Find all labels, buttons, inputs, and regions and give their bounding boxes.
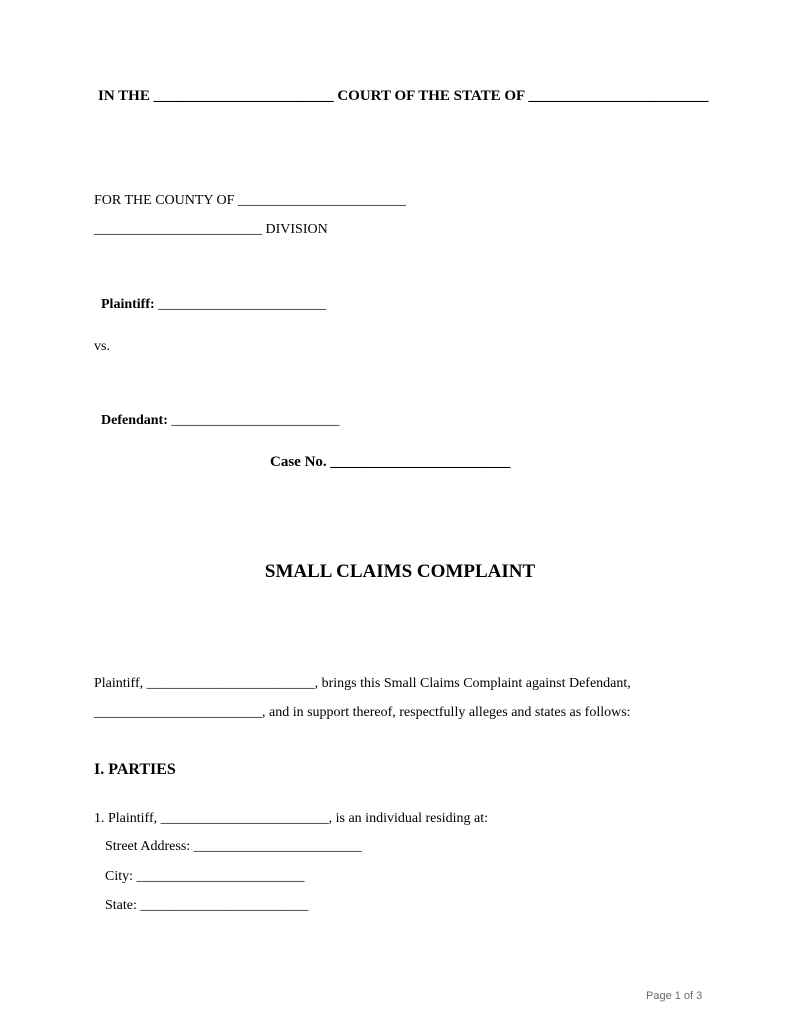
county-line: FOR THE COUNTY OF ________________________	[94, 193, 406, 208]
plaintiff-caption	[94, 281, 326, 313]
plaintiff-blank: ________________________	[154, 297, 327, 312]
page-number: Page 1 of 3	[646, 990, 703, 1002]
item-1-plaintiff: 1. Plaintiff, ________________________, is an individual residing at:	[94, 811, 489, 826]
defendant-caption	[94, 397, 339, 429]
intro-line-1: Plaintiff, ________________________, brings this Small Claims Complaint against Defendant,	[94, 676, 631, 691]
defendant-label: Defendant:	[101, 413, 168, 428]
street-address-field: Street Address: ________________________	[105, 839, 362, 854]
plaintiff-label: Plaintiff:	[101, 297, 155, 312]
court-heading: IN THE ________________________ COURT OF THE STATE OF ________________________	[98, 88, 709, 104]
division-line: ________________________ DIVISION	[94, 222, 328, 237]
state-field: State: ________________________	[105, 898, 309, 913]
case-number: Case No. ________________________	[270, 454, 511, 470]
section-heading-parties: I. PARTIES	[94, 761, 176, 778]
versus-text: vs.	[94, 339, 110, 354]
city-field: City: ________________________	[105, 869, 305, 884]
document-title: SMALL CLAIMS COMPLAINT	[264, 561, 536, 582]
intro-line-2: ________________________, and in support thereof, respectfully alleges and states as follows:	[94, 705, 631, 720]
defendant-blank: ________________________	[167, 413, 340, 428]
